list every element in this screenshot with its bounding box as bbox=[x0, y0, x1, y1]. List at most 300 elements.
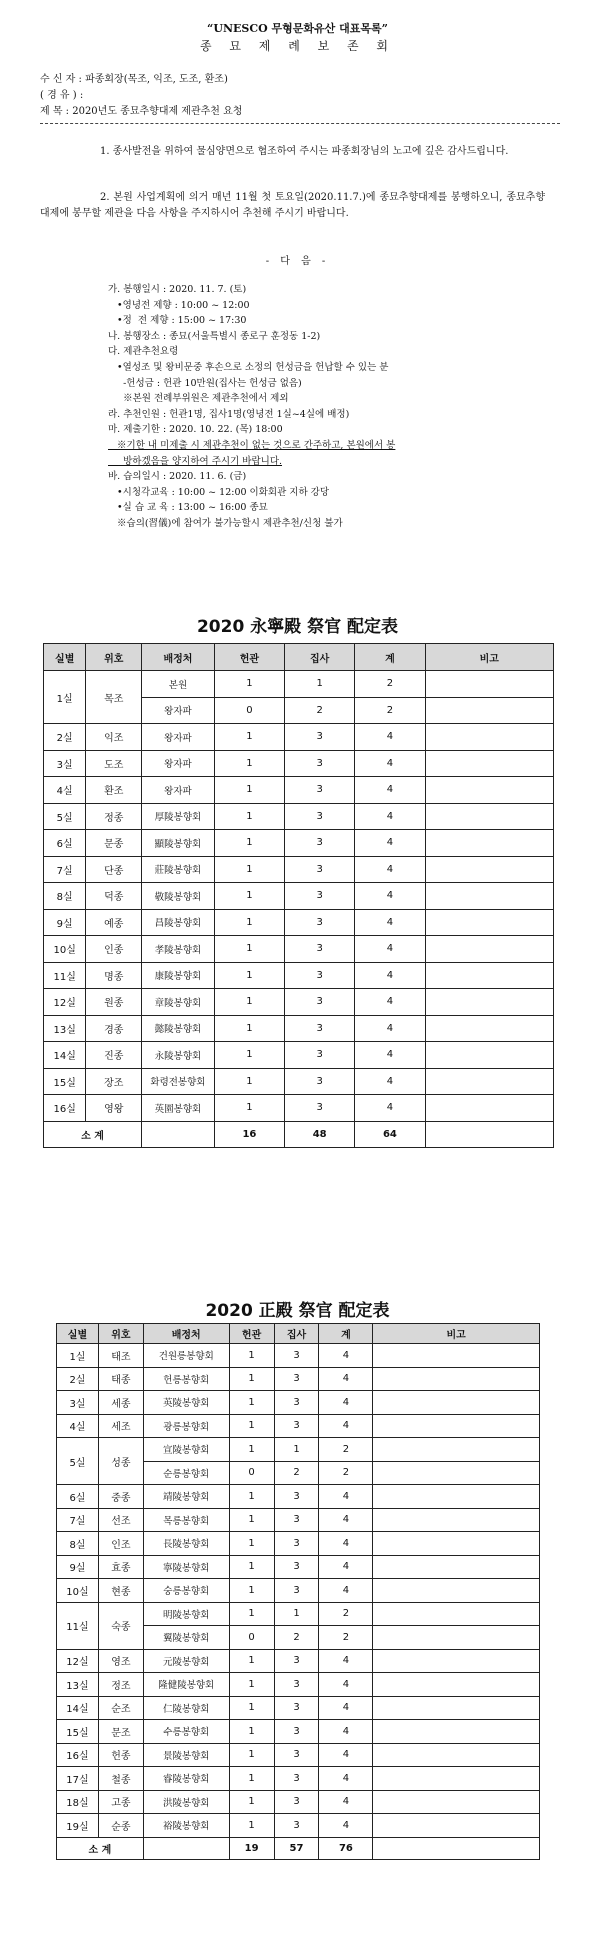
heongwan-cell: 1 bbox=[214, 803, 284, 830]
assigned-cell: 裕陵봉향회 bbox=[143, 1814, 229, 1838]
assigned-cell: 英園봉향회 bbox=[142, 1095, 215, 1122]
title-cell: 순조 bbox=[98, 1696, 143, 1720]
total-cell: 4 bbox=[355, 1015, 425, 1042]
table-row bbox=[57, 1743, 540, 1767]
title-cell: 경종 bbox=[86, 1015, 142, 1042]
note-cell bbox=[425, 883, 553, 910]
detail-line: 다. 제관추천요령 bbox=[108, 346, 179, 358]
assigned-cell: 仁陵봉향회 bbox=[143, 1696, 229, 1720]
total-cell: 4 bbox=[355, 909, 425, 936]
note-cell bbox=[373, 1767, 540, 1791]
assigned-cell: 章陵봉향회 bbox=[142, 989, 215, 1016]
note-cell bbox=[373, 1720, 540, 1744]
note-cell bbox=[373, 1790, 540, 1814]
jipsa-cell: 3 bbox=[285, 777, 355, 804]
table-row bbox=[44, 803, 554, 830]
heongwan-cell: 1 bbox=[229, 1367, 274, 1391]
assigned-cell: 왕자파 bbox=[142, 777, 215, 804]
note-cell bbox=[373, 1461, 540, 1485]
column-header: 헌관 bbox=[214, 644, 284, 671]
total-cell: 4 bbox=[355, 989, 425, 1016]
detail-line: ※습의(習儀)에 참여가 불가능할시 제관추천/신청 불가 bbox=[108, 517, 343, 529]
room-cell: 7실 bbox=[44, 856, 86, 883]
room-cell: 11실 bbox=[44, 962, 86, 989]
total-cell: 4 bbox=[355, 1042, 425, 1069]
organization-name: 종 묘 제 례 보 존 회 bbox=[199, 39, 396, 53]
title-cell: 철종 bbox=[98, 1767, 143, 1791]
heongwan-cell: 1 bbox=[229, 1790, 274, 1814]
da-eum-heading: - 다 음 - bbox=[265, 256, 330, 267]
heongwan-cell: 1 bbox=[229, 1485, 274, 1509]
assigned-cell: 景陵봉향회 bbox=[143, 1743, 229, 1767]
heongwan-cell: 1 bbox=[229, 1743, 274, 1767]
room-cell: 3실 bbox=[44, 750, 86, 777]
total-cell: 4 bbox=[319, 1673, 373, 1697]
jipsa-cell: 3 bbox=[285, 883, 355, 910]
assigned-cell: 寧陵봉향회 bbox=[143, 1555, 229, 1579]
assigned-cell: 莊陵봉향회 bbox=[142, 856, 215, 883]
assigned-cell: 顯陵봉향회 bbox=[142, 830, 215, 857]
subtotal-label: 소 계 bbox=[44, 1121, 142, 1147]
jipsa-cell: 3 bbox=[274, 1790, 319, 1814]
subtotal-sum: 64 bbox=[355, 1121, 425, 1147]
heongwan-cell: 1 bbox=[229, 1438, 274, 1462]
heongwan-cell: 1 bbox=[214, 750, 284, 777]
subtotal-js: 48 bbox=[285, 1121, 355, 1147]
table-row bbox=[57, 1508, 540, 1532]
detail-line: 라. 추천인원 : 헌관1명, 집사1명(영녕전 1실~4실에 배정) bbox=[108, 408, 350, 420]
heongwan-cell: 1 bbox=[214, 1095, 284, 1122]
assigned-cell: 수릉봉향회 bbox=[143, 1720, 229, 1744]
room-cell: 17실 bbox=[57, 1767, 99, 1791]
note-cell bbox=[373, 1696, 540, 1720]
heongwan-cell: 1 bbox=[214, 989, 284, 1016]
room-cell: 15실 bbox=[57, 1720, 99, 1744]
detail-line: •실 습 교 육 : 13:00 ~ 16:00 종묘 bbox=[108, 502, 268, 514]
table-row bbox=[57, 1767, 540, 1791]
note-cell bbox=[425, 803, 553, 830]
detail-line: •정 전 제향 : 15:00 ~ 17:30 bbox=[108, 315, 247, 327]
total-cell: 4 bbox=[355, 803, 425, 830]
note-cell bbox=[425, 777, 553, 804]
heongwan-cell: 1 bbox=[229, 1508, 274, 1532]
subtotal-note bbox=[373, 1837, 540, 1859]
assigned-cell: 長陵봉향회 bbox=[143, 1532, 229, 1556]
subtotal-label: 소 계 bbox=[57, 1837, 144, 1859]
jipsa-cell: 3 bbox=[274, 1344, 319, 1368]
jipsa-cell: 3 bbox=[274, 1508, 319, 1532]
assigned-cell: 순릉봉향회 bbox=[143, 1461, 229, 1485]
assigned-cell: 翼陵봉향회 bbox=[143, 1626, 229, 1650]
note-cell bbox=[425, 724, 553, 751]
table-row bbox=[44, 777, 554, 804]
assigned-cell: 왕자파 bbox=[142, 750, 215, 777]
title-cell: 명종 bbox=[86, 962, 142, 989]
table1-title: 2020 永寧殿 祭官 配定表 bbox=[196, 617, 399, 637]
total-cell: 2 bbox=[319, 1461, 373, 1485]
jipsa-cell: 3 bbox=[285, 962, 355, 989]
title-cell: 중종 bbox=[98, 1485, 143, 1509]
room-cell: 13실 bbox=[57, 1673, 99, 1697]
table2-title: 2020 正殿 祭官 配定表 bbox=[205, 1301, 390, 1321]
room-cell: 10실 bbox=[44, 936, 86, 963]
table-row bbox=[57, 1649, 540, 1673]
title-cell: 익조 bbox=[86, 724, 142, 751]
table-row bbox=[44, 1068, 554, 1095]
title-cell: 정종 bbox=[86, 803, 142, 830]
table-row bbox=[57, 1438, 540, 1462]
assigned-cell: 敬陵봉향회 bbox=[142, 883, 215, 910]
note-cell bbox=[373, 1673, 540, 1697]
total-cell: 4 bbox=[355, 936, 425, 963]
assigned-cell: 孝陵봉향회 bbox=[142, 936, 215, 963]
heongwan-cell: 1 bbox=[229, 1696, 274, 1720]
subtotal-row bbox=[57, 1837, 540, 1859]
title-cell: 태조 bbox=[98, 1344, 143, 1368]
heongwan-cell: 0 bbox=[229, 1626, 274, 1650]
total-cell: 4 bbox=[319, 1649, 373, 1673]
column-header: 집사 bbox=[274, 1324, 319, 1344]
room-cell: 8실 bbox=[44, 883, 86, 910]
column-header: 배정처 bbox=[142, 644, 215, 671]
note-cell bbox=[373, 1626, 540, 1650]
jipsa-cell: 3 bbox=[274, 1649, 319, 1673]
assigned-cell: 昌陵봉향회 bbox=[142, 909, 215, 936]
heongwan-cell: 1 bbox=[229, 1391, 274, 1415]
room-cell: 2실 bbox=[44, 724, 86, 751]
jipsa-cell: 2 bbox=[274, 1461, 319, 1485]
note-cell bbox=[425, 936, 553, 963]
total-cell: 2 bbox=[355, 671, 425, 698]
assigned-cell: 元陵봉향회 bbox=[143, 1649, 229, 1673]
room-cell: 12실 bbox=[44, 989, 86, 1016]
total-cell: 2 bbox=[319, 1626, 373, 1650]
total-cell: 4 bbox=[355, 856, 425, 883]
title-cell: 도조 bbox=[86, 750, 142, 777]
heongwan-cell: 1 bbox=[214, 1015, 284, 1042]
yeongnyeongjeon-table bbox=[43, 643, 554, 1148]
note-cell bbox=[373, 1344, 540, 1368]
total-cell: 4 bbox=[319, 1743, 373, 1767]
note-cell bbox=[425, 1095, 553, 1122]
jipsa-cell: 3 bbox=[274, 1485, 319, 1509]
table-row bbox=[44, 883, 554, 910]
column-header: 실별 bbox=[44, 644, 86, 671]
table-row bbox=[57, 1602, 540, 1626]
room-cell: 13실 bbox=[44, 1015, 86, 1042]
room-cell: 19실 bbox=[57, 1814, 99, 1838]
jipsa-cell: 3 bbox=[274, 1673, 319, 1697]
note-cell bbox=[425, 750, 553, 777]
heongwan-cell: 1 bbox=[229, 1602, 274, 1626]
jipsa-cell: 3 bbox=[285, 989, 355, 1016]
unesco-heading: “UNESCO 무형문화유산 대표목록” bbox=[207, 22, 388, 35]
jipsa-cell: 3 bbox=[274, 1696, 319, 1720]
heongwan-cell: 1 bbox=[229, 1673, 274, 1697]
title-cell: 영왕 bbox=[86, 1095, 142, 1122]
table-row bbox=[44, 1015, 554, 1042]
room-cell: 14실 bbox=[44, 1042, 86, 1069]
note-cell bbox=[373, 1602, 540, 1626]
detail-line: 바. 습의일시 : 2020. 11. 6. (금) bbox=[108, 471, 247, 483]
table-row bbox=[57, 1414, 540, 1438]
table-row bbox=[57, 1344, 540, 1368]
table-row bbox=[57, 1555, 540, 1579]
heongwan-cell: 1 bbox=[214, 777, 284, 804]
total-cell: 4 bbox=[355, 777, 425, 804]
note-cell bbox=[425, 1042, 553, 1069]
note-cell bbox=[373, 1649, 540, 1673]
column-header: 위호 bbox=[98, 1324, 143, 1344]
detail-line-note: 방하겠음을 양지하여 주시기 바랍니다. bbox=[108, 455, 283, 467]
note-cell bbox=[373, 1414, 540, 1438]
heongwan-cell: 1 bbox=[229, 1767, 274, 1791]
assigned-cell: 건원릉봉향회 bbox=[143, 1344, 229, 1368]
detail-line: 나. 봉행장소 : 종묘(서울특별시 종로구 훈정동 1-2) bbox=[108, 330, 321, 342]
subtotal-sum: 76 bbox=[319, 1837, 373, 1859]
column-header: 집사 bbox=[285, 644, 355, 671]
jipsa-cell: 1 bbox=[285, 671, 355, 698]
total-cell: 4 bbox=[319, 1767, 373, 1791]
title-cell: 헌종 bbox=[98, 1743, 143, 1767]
table-row bbox=[44, 1095, 554, 1122]
total-cell: 4 bbox=[319, 1367, 373, 1391]
title-cell: 선조 bbox=[98, 1508, 143, 1532]
assigned-cell: 厚陵봉향회 bbox=[142, 803, 215, 830]
note-cell bbox=[373, 1438, 540, 1462]
room-cell: 16실 bbox=[57, 1743, 99, 1767]
table-row bbox=[44, 856, 554, 883]
room-cell: 8실 bbox=[57, 1532, 99, 1556]
total-cell: 2 bbox=[355, 697, 425, 724]
table-row bbox=[44, 1042, 554, 1069]
jipsa-cell: 3 bbox=[285, 936, 355, 963]
column-header: 계 bbox=[319, 1324, 373, 1344]
room-cell: 4실 bbox=[44, 777, 86, 804]
detail-line-note: ※기한 내 미제출 시 제관추천이 없는 것으로 간주하고, 본원에서 봉 bbox=[108, 439, 396, 451]
heongwan-cell: 1 bbox=[229, 1414, 274, 1438]
heongwan-cell: 1 bbox=[214, 724, 284, 751]
assigned-cell: 英陵봉향회 bbox=[143, 1391, 229, 1415]
note-cell bbox=[373, 1555, 540, 1579]
heongwan-cell: 1 bbox=[214, 856, 284, 883]
column-header: 비고 bbox=[425, 644, 553, 671]
note-cell bbox=[425, 830, 553, 857]
jipsa-cell: 3 bbox=[274, 1367, 319, 1391]
detail-line: 가. 봉행일시 : 2020. 11. 7. (토) bbox=[108, 284, 247, 295]
jipsa-cell: 3 bbox=[285, 1068, 355, 1095]
room-cell: 10실 bbox=[57, 1579, 99, 1603]
title-cell: 순종 bbox=[98, 1814, 143, 1838]
column-header: 실별 bbox=[57, 1324, 99, 1344]
jipsa-cell: 3 bbox=[274, 1767, 319, 1791]
total-cell: 4 bbox=[355, 724, 425, 751]
table-row bbox=[44, 989, 554, 1016]
total-cell: 4 bbox=[319, 1696, 373, 1720]
title-cell: 장조 bbox=[86, 1068, 142, 1095]
table-row bbox=[57, 1532, 540, 1556]
room-cell: 18실 bbox=[57, 1790, 99, 1814]
detail-line: ※본원 전례부위원은 제관추천에서 제외 bbox=[108, 393, 289, 405]
note-cell bbox=[425, 697, 553, 724]
title-cell: 효종 bbox=[98, 1555, 143, 1579]
column-header: 계 bbox=[355, 644, 425, 671]
detail-list bbox=[108, 282, 548, 532]
jipsa-cell: 3 bbox=[285, 1042, 355, 1069]
title-cell: 진종 bbox=[86, 1042, 142, 1069]
total-cell: 2 bbox=[319, 1602, 373, 1626]
note-cell bbox=[373, 1391, 540, 1415]
note-cell bbox=[425, 1015, 553, 1042]
heongwan-cell: 1 bbox=[214, 883, 284, 910]
table-row bbox=[57, 1391, 540, 1415]
heongwan-cell: 1 bbox=[229, 1649, 274, 1673]
room-cell: 3실 bbox=[57, 1391, 99, 1415]
assigned-cell: 헌릉봉향회 bbox=[143, 1367, 229, 1391]
total-cell: 4 bbox=[319, 1391, 373, 1415]
title-cell: 고종 bbox=[98, 1790, 143, 1814]
memo-block bbox=[40, 72, 560, 124]
heongwan-cell: 0 bbox=[214, 697, 284, 724]
note-cell bbox=[373, 1367, 540, 1391]
heongwan-cell: 0 bbox=[229, 1461, 274, 1485]
header-row bbox=[57, 1324, 540, 1344]
total-cell: 4 bbox=[355, 1068, 425, 1095]
memo-via: ( 경 유 ) : bbox=[40, 90, 84, 101]
subtotal-note bbox=[425, 1121, 553, 1147]
title-cell: 정조 bbox=[98, 1673, 143, 1697]
jipsa-cell: 3 bbox=[274, 1532, 319, 1556]
jipsa-cell: 3 bbox=[285, 750, 355, 777]
subtotal-hg: 19 bbox=[229, 1837, 274, 1859]
room-cell: 16실 bbox=[44, 1095, 86, 1122]
heongwan-cell: 1 bbox=[229, 1720, 274, 1744]
subtotal-js: 57 bbox=[274, 1837, 319, 1859]
title-cell: 문종 bbox=[86, 830, 142, 857]
detail-line: 마. 제출기한 : 2020. 10. 22. (목) 18:00 bbox=[108, 424, 283, 436]
heongwan-cell: 1 bbox=[214, 830, 284, 857]
heongwan-cell: 1 bbox=[229, 1344, 274, 1368]
assigned-cell: 본원 bbox=[142, 671, 215, 698]
title-cell: 세종 bbox=[98, 1391, 143, 1415]
room-cell: 9실 bbox=[57, 1555, 99, 1579]
table-row bbox=[44, 962, 554, 989]
table-row bbox=[57, 1367, 540, 1391]
note-cell bbox=[425, 671, 553, 698]
table-row bbox=[57, 1814, 540, 1838]
heongwan-cell: 1 bbox=[214, 962, 284, 989]
note-cell bbox=[425, 962, 553, 989]
room-cell: 5실 bbox=[57, 1438, 99, 1485]
table-row bbox=[57, 1579, 540, 1603]
total-cell: 4 bbox=[355, 830, 425, 857]
subtotal-row bbox=[44, 1121, 554, 1147]
note-cell bbox=[373, 1579, 540, 1603]
detail-line: -헌성금 : 헌관 10만원(집사는 헌성금 없음) bbox=[108, 377, 302, 389]
note-cell bbox=[425, 856, 553, 883]
jipsa-cell: 3 bbox=[274, 1743, 319, 1767]
detail-line: •시청각교육 : 10:00 ~ 12:00 이화회관 지하 강당 bbox=[108, 486, 330, 498]
total-cell: 4 bbox=[355, 883, 425, 910]
assigned-cell: 康陵봉향회 bbox=[142, 962, 215, 989]
table-row bbox=[44, 724, 554, 751]
heongwan-cell: 1 bbox=[229, 1814, 274, 1838]
assigned-cell: 隆健陵봉향회 bbox=[143, 1673, 229, 1697]
table-row bbox=[44, 909, 554, 936]
total-cell: 4 bbox=[355, 1095, 425, 1122]
assigned-cell: 懿陵봉향회 bbox=[142, 1015, 215, 1042]
total-cell: 4 bbox=[319, 1414, 373, 1438]
assigned-cell: 明陵봉향회 bbox=[143, 1602, 229, 1626]
room-cell: 12실 bbox=[57, 1649, 99, 1673]
table-row bbox=[57, 1790, 540, 1814]
jipsa-cell: 1 bbox=[274, 1602, 319, 1626]
table-row bbox=[57, 1696, 540, 1720]
assigned-cell: 왕자파 bbox=[142, 697, 215, 724]
heongwan-cell: 1 bbox=[214, 936, 284, 963]
note-cell bbox=[373, 1743, 540, 1767]
total-cell: 4 bbox=[319, 1508, 373, 1532]
subtotal-empty bbox=[142, 1121, 215, 1147]
room-cell: 15실 bbox=[44, 1068, 86, 1095]
room-cell: 5실 bbox=[44, 803, 86, 830]
assigned-cell: 宣陵봉향회 bbox=[143, 1438, 229, 1462]
heongwan-cell: 1 bbox=[214, 909, 284, 936]
title-cell: 영조 bbox=[98, 1649, 143, 1673]
heongwan-cell: 1 bbox=[229, 1532, 274, 1556]
note-cell bbox=[373, 1485, 540, 1509]
jipsa-cell: 3 bbox=[285, 724, 355, 751]
room-cell: 6실 bbox=[57, 1485, 99, 1509]
total-cell: 4 bbox=[319, 1720, 373, 1744]
table-row bbox=[57, 1485, 540, 1509]
assigned-cell: 목릉봉향회 bbox=[143, 1508, 229, 1532]
note-cell bbox=[373, 1532, 540, 1556]
title-cell: 세조 bbox=[98, 1414, 143, 1438]
title-cell: 문조 bbox=[98, 1720, 143, 1744]
total-cell: 4 bbox=[319, 1532, 373, 1556]
note-cell bbox=[425, 909, 553, 936]
room-cell: 6실 bbox=[44, 830, 86, 857]
total-cell: 4 bbox=[355, 750, 425, 777]
total-cell: 4 bbox=[319, 1579, 373, 1603]
column-header: 배정처 bbox=[143, 1324, 229, 1344]
paragraph-1: 1. 종사발전을 위하여 물심양면으로 협조하여 주시는 파종회장님의 노고에 깊은 감사드립니다. bbox=[100, 146, 509, 157]
assigned-cell: 永陵봉향회 bbox=[142, 1042, 215, 1069]
assigned-cell: 洪陵봉향회 bbox=[143, 1790, 229, 1814]
title-cell: 숙종 bbox=[98, 1602, 143, 1649]
assigned-cell: 화령전봉향회 bbox=[142, 1068, 215, 1095]
heongwan-cell: 1 bbox=[214, 1042, 284, 1069]
total-cell: 4 bbox=[319, 1555, 373, 1579]
room-cell: 2실 bbox=[57, 1367, 99, 1391]
column-header: 비고 bbox=[373, 1324, 540, 1344]
title-cell: 단종 bbox=[86, 856, 142, 883]
jipsa-cell: 3 bbox=[274, 1579, 319, 1603]
jipsa-cell: 3 bbox=[285, 1095, 355, 1122]
room-cell: 14실 bbox=[57, 1696, 99, 1720]
room-cell: 1실 bbox=[44, 671, 86, 724]
title-cell: 예종 bbox=[86, 909, 142, 936]
note-cell bbox=[373, 1814, 540, 1838]
total-cell: 4 bbox=[319, 1790, 373, 1814]
jipsa-cell: 1 bbox=[274, 1438, 319, 1462]
heongwan-cell: 1 bbox=[229, 1555, 274, 1579]
jipsa-cell: 3 bbox=[285, 1015, 355, 1042]
jipsa-cell: 2 bbox=[285, 697, 355, 724]
assigned-cell: 광릉봉향회 bbox=[143, 1414, 229, 1438]
jipsa-cell: 3 bbox=[274, 1720, 319, 1744]
